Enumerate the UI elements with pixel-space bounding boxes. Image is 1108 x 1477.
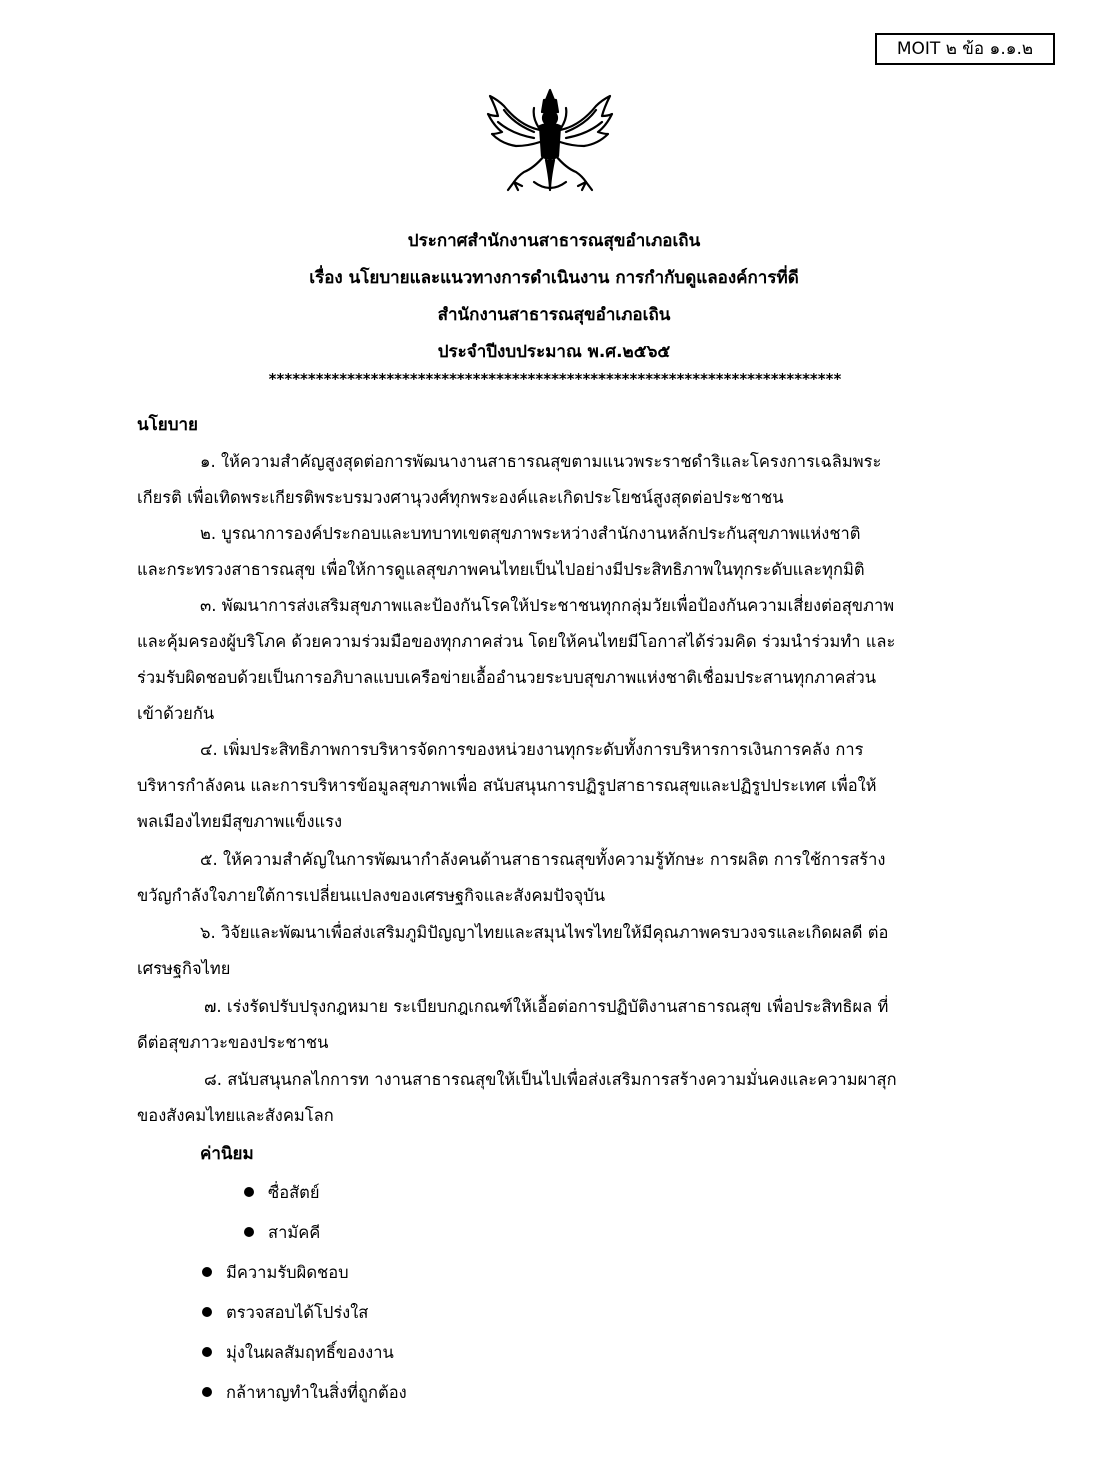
policy-1-line-2: เกียรติ เพื่อเทิดพระเกียรติพระบรมวงศานุวงศ์ทุกพระองค์และเกิดประโยชน์สูงสุดต่อประชาชน [137, 488, 784, 507]
reference-code-box: MOIT ๒ ข้อ ๑.๑.๒ [875, 33, 1055, 65]
policy-4-line-2: บริหารกำลังคน และการบริหารข้อมูลสุขภาพเพื่อ สนับสนุนการปฏิรูปสาธารณสุขและปฏิรูปประเทศ เพื่อให้ [137, 776, 877, 795]
policy-5-line-2: ขวัญกำลังใจภายใต้การเปลี่ยนแปลงของเศรษฐกิจและสังคมปัจจุบัน [137, 886, 605, 905]
bullet-icon [202, 1347, 212, 1357]
policy-4-line-3: พลเมืองไทยมีสุขภาพแข็งแรง [137, 812, 343, 831]
value-label: กล้าหาญทำในสิ่งที่ถูกต้อง [226, 1383, 407, 1402]
bullet-icon [244, 1187, 254, 1197]
policy-heading: นโยบาย [137, 415, 199, 435]
value-label: ตรวจสอบได้โปร่งใส [226, 1303, 369, 1322]
values-heading: ค่านิยม [200, 1144, 254, 1164]
bullet-icon [202, 1387, 212, 1397]
value-item [244, 1180, 320, 1206]
value-item [202, 1340, 394, 1366]
bullet-icon [202, 1307, 212, 1317]
policy-8-line-2: ของสังคมไทยและสังคมโลก [137, 1106, 334, 1125]
policy-4-line-1: ๔. เพิ่มประสิทธิภาพการบริหารจัดการของหน่วยงานทุกระดับทั้งการบริหารการเงินการคลัง การ [200, 740, 864, 759]
policy-1-line-1: ๑. ให้ความสำคัญสูงสุดต่อการพัฒนางานสาธารณสุขตามแนวพระราชดำริและโครงการเฉลิมพระ [200, 452, 882, 471]
value-item [202, 1300, 368, 1326]
policy-3-line-1: ๓. พัฒนาการส่งเสริมสุขภาพและป้องกันโรคให้ประชาชนทุกกลุ่มวัยเพื่อป้องกันความเสี่ยงต่อสุขภาพ [200, 596, 895, 615]
value-label: ซื่อสัตย์ [268, 1183, 320, 1202]
value-item [244, 1220, 320, 1246]
value-label: สามัคคี [268, 1223, 321, 1242]
bullet-icon [244, 1227, 254, 1237]
value-label: มุ่งในผลสัมฤทธิ์ของงาน [226, 1343, 394, 1362]
policy-3-line-3: ร่วมรับผิดชอบด้วยเป็นการอภิบาลแบบเครือข่ายเอื้ออำนวยระบบสุขภาพแห่งชาติเชื่อมประสานทุกภาคส่วน [137, 668, 877, 687]
policy-5-line-1: ๕. ให้ความสำคัญในการพัฒนากำลังคนด้านสาธารณสุขทั้งความรู้ทักษะ การผลิต การใช้การสร้าง [200, 850, 886, 869]
title-line-4: ประจำปีงบประมาณ พ.ศ.๒๕๖๕ [437, 342, 671, 362]
title-line-3: สำนักงานสาธารณสุขอำเภอเถิน [437, 305, 671, 325]
title-line-2: เรื่อง นโยบายและแนวทางการดำเนินงาน การกำกับดูแลองค์การที่ดี [309, 268, 799, 288]
policy-6-line-2: เศรษฐกิจไทย [137, 959, 231, 978]
policy-2-line-1: ๒. บูรณาการองค์ประกอบและบทบาทเขตสุขภาพระหว่างสำนักงานหลักประกันสุขภาพแห่งชาติ [200, 524, 861, 543]
policy-8-line-1: ๘. สนับสนุนกลไกการท างานสาธารณสุขให้เป็นไปเพื่อส่งเสริมการสร้างความมั่นคงและความผาสุก [204, 1070, 897, 1089]
star-separator: ************************************************************************* [268, 370, 842, 388]
value-item [202, 1380, 407, 1406]
title-line-1: ประกาศสำนักงานสาธารณสุขอำเภอเถิน [407, 231, 701, 251]
value-label: มีความรับผิดชอบ [226, 1263, 349, 1282]
policy-3-line-4: เข้าด้วยกัน [137, 704, 215, 723]
bullet-icon [202, 1267, 212, 1277]
policy-6-line-1: ๖. วิจัยและพัฒนาเพื่อส่งเสริมภูมิปัญญาไทยและสมุนไพรไทยให้มีคุณภาพครบวงจรและเกิดผลดี ต่อ [200, 923, 889, 942]
garuda-emblem-icon [484, 86, 616, 198]
policy-2-line-2: และกระทรวงสาธารณสุข เพื่อให้การดูแลสุขภาพคนไทยเป็นไปอย่างมีประสิทธิภาพในทุกระดับและทุกมิติ [137, 560, 865, 579]
policy-7-line-1: ๗. เร่งรัดปรับปรุงกฎหมาย ระเบียบกฎเกณฑ์ให้เอื้อต่อการปฏิบัติงานสาธารณสุข เพื่อประสิทธิผล ที่ [204, 997, 889, 1016]
policy-7-line-2: ดีต่อสุขภาวะของประชาชน [137, 1033, 329, 1052]
value-item [202, 1260, 349, 1286]
policy-3-line-2: และคุ้มครองผู้บริโภค ด้วยความร่วมมือของทุกภาคส่วน โดยให้คนไทยมีโอกาสได้ร่วมคิด ร่วมนำร่วมทำ และ [137, 632, 896, 651]
